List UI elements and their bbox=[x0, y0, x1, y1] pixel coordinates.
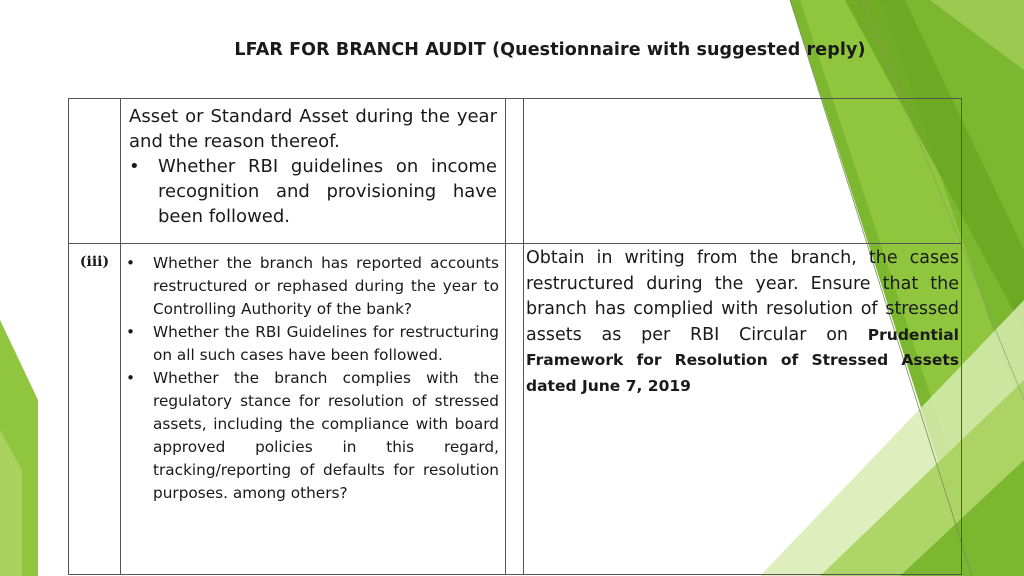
table-row bbox=[69, 99, 962, 244]
question-bullet-text: Whether the branch has reported accounts restructured or rephased during the year to Controlling Authority of the bank? bbox=[153, 254, 499, 318]
row-number-cell bbox=[69, 244, 121, 575]
blank-cell bbox=[506, 244, 524, 575]
bullet: • bbox=[129, 156, 140, 177]
bullet: • bbox=[126, 254, 136, 272]
list-item bbox=[129, 154, 497, 229]
question-bullet-text: Whether the branch complies with the regulatory stance for resolution of stressed assets, including the compliance with board approved policies in this regard, tracking/reporting of defaults for resolution purposes. among others? bbox=[153, 369, 499, 502]
questionnaire-table bbox=[68, 98, 962, 575]
question-intro: Asset or Standard Asset during the year and the reason thereof. bbox=[129, 106, 497, 152]
bullet: • bbox=[126, 369, 136, 387]
row-number bbox=[69, 99, 120, 109]
blank-cell bbox=[506, 99, 524, 244]
page-title: LFAR FOR BRANCH AUDIT (Questionnaire with suggested reply) bbox=[234, 40, 866, 60]
question-cell bbox=[121, 99, 506, 244]
list-item bbox=[126, 252, 499, 321]
list-item bbox=[126, 321, 499, 367]
row-number-cell bbox=[69, 99, 121, 244]
list-item bbox=[126, 367, 499, 505]
row-number: (iii) bbox=[79, 254, 110, 270]
reply-cell bbox=[524, 244, 962, 575]
reply-text bbox=[524, 244, 961, 399]
bullet: • bbox=[126, 323, 136, 341]
table-row bbox=[69, 244, 962, 575]
question-bullet-text: Whether the RBI Guidelines for restructuring on all such cases have been followed. bbox=[153, 323, 499, 364]
reply-cell bbox=[524, 99, 962, 244]
circular-reference: Prudential Framework for Resolution of Stressed Assets dated June 7, 2019 bbox=[526, 325, 959, 395]
question-cell bbox=[121, 244, 506, 575]
reply-text bbox=[524, 99, 961, 101]
question-bullet-text: Whether RBI guidelines on income recognition and provisioning have been followed. bbox=[158, 156, 497, 227]
reply-body: Obtain in writing from the branch, the cases restructured during the year. Ensure that the branch has complied with resolution of stressed assets as per RBI Circular on bbox=[526, 248, 959, 345]
